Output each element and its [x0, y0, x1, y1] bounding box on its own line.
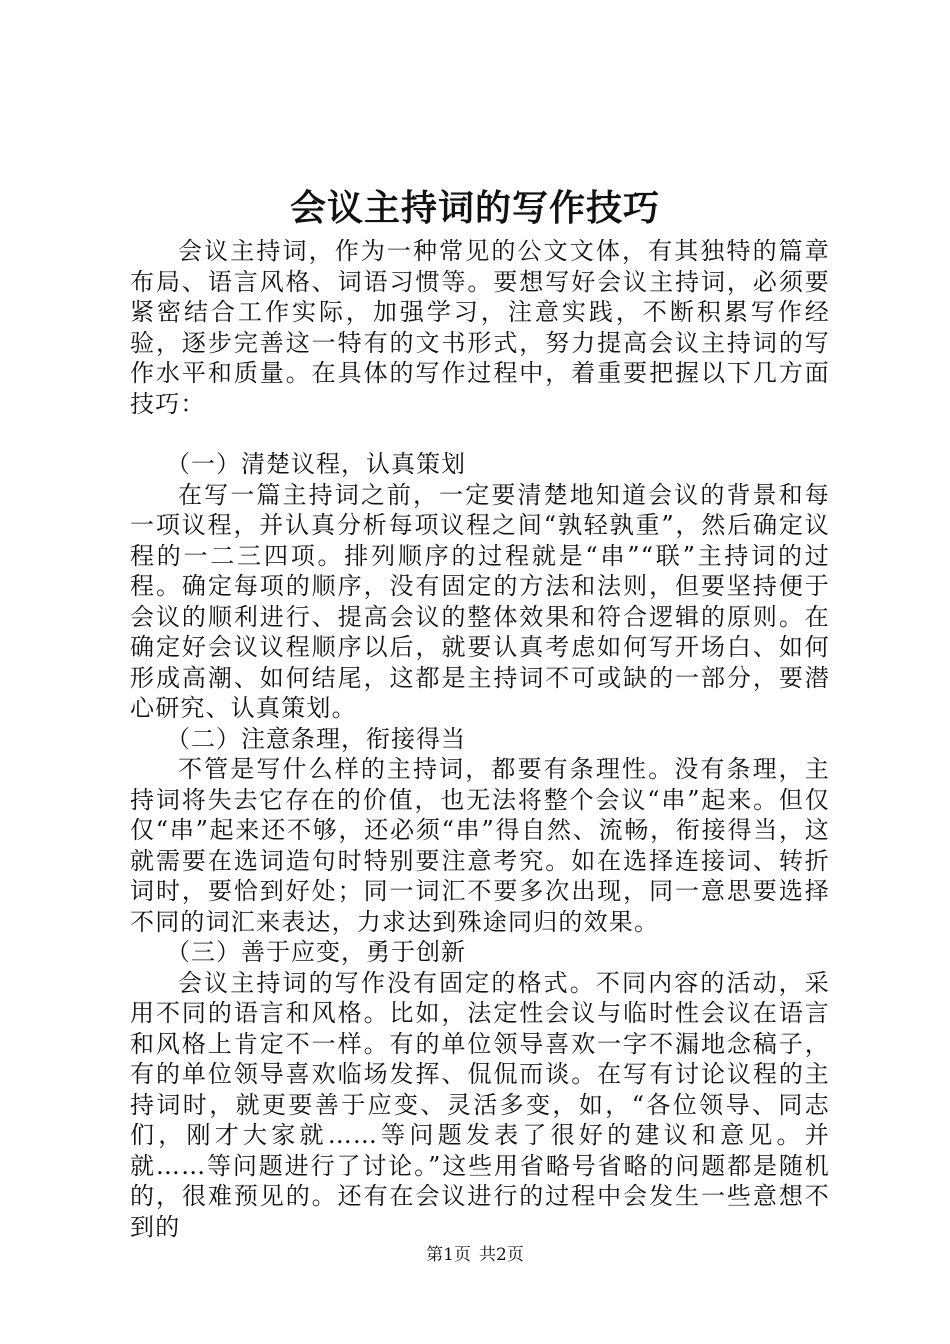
document-title: 会议主持词的写作技巧	[289, 187, 660, 229]
paragraph-spacer	[130, 419, 830, 449]
page-number: 第1页	[426, 1245, 471, 1265]
page-total: 共2页	[479, 1245, 524, 1265]
intro-paragraph: 会议主持词，作为一种常见的公文文体，有其独特的篇章布局、语言风格、词语习惯等。要想写好会议主持词，必须要紧密结合工作实际，加强学习，注意实践，不断积累写作经验，逐步完善这一特有的文书形式，努力提高会议主持词的写作水平和质量。在具体的写作过程中，着重要把握以下几方面技巧：	[130, 237, 830, 418]
section-heading-1: （一）清楚议程，认真策划	[166, 450, 466, 478]
section-heading-2: （二）注意条理，衔接得当	[166, 724, 466, 753]
section-paragraph-1: 在写一篇主持词之前，一定要清楚地知道会议的背景和每一项议程，并认真分析每项议程之间“孰轻孰重”，然后确定议程的一二三四项。排列顺序的过程就是“串”“联”主持词的过程。确定每项的顺序，没有固定的方法和法则，但要坚持便于会议的顺利进行、提高会议的整体效果和符合逻辑的原则。在确定好会议议程顺序以后，就要认真考虑如何写开场白、如何形成高潮、如何结尾，这都是主持词不可或缺的一部分，要潜心研究、认真策划。	[130, 480, 830, 722]
section-heading-3: （三）善于应变，勇于创新	[166, 938, 466, 966]
document-body	[130, 236, 830, 1242]
section-paragraph-2: 不管是写什么样的主持词，都要有条理性。没有条理，主持词将失去它存在的价值，也无法将整个会议“串”起来。但仅仅“串”起来还不够，还必须“串”得自然、流畅，衔接得当，这就需要在选词造句时特别要注意考究。如在选择连接词、转折词时，要恰到好处；同一词汇不要多次出现，同一意思要选择不同的词汇来表达，力求达到殊途同归的效果。	[130, 755, 830, 936]
page-footer	[0, 1243, 950, 1267]
section-paragraph-3: 会议主持词的写作没有固定的格式。不同内容的活动，采用不同的语言和风格。比如，法定性会议与临时性会议在语言和风格上肯定不一样。有的单位领导喜欢一字不漏地念稿子，有的单位领导喜欢临场发挥、侃侃而谈。在写有讨论议程的主持词时，就更要善于应变、灵活多变，如，“各位领导、同志们，刚才大家就……等问题发表了很好的建议和意见。并就……等问题进行了讨论。”这些用省略号省略的问题都是随机的，很难预见的。还有在会议进行的过程中会发生一些意想不到的	[130, 968, 830, 1241]
